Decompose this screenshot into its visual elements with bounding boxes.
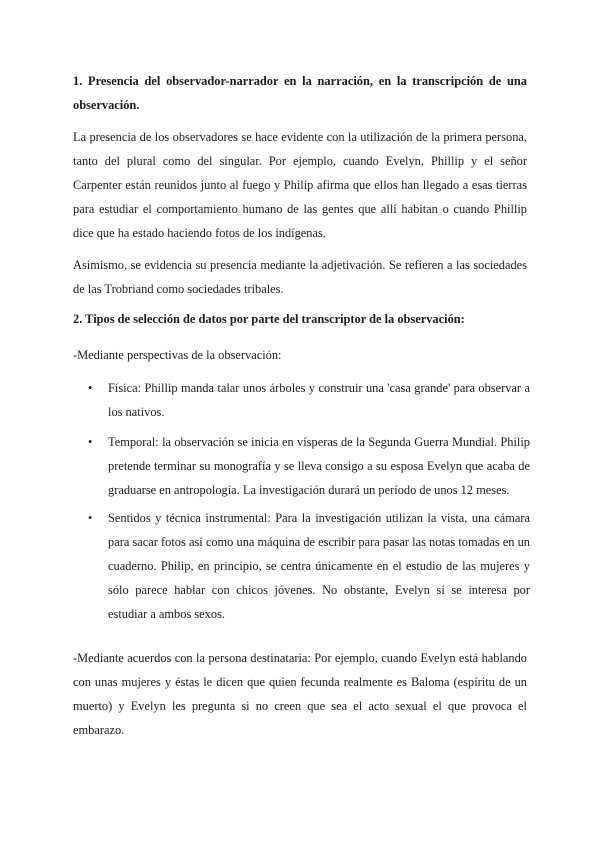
bullet-icon: • xyxy=(88,381,93,395)
list-item xyxy=(88,506,530,626)
section-1-paragraph-2: Asimismo, se evidencia su presencia mediante la adjetivación. Se refieren a las sociedades de las Trobriand como sociedades tribales. xyxy=(73,258,527,296)
bullet-icon: • xyxy=(88,435,93,449)
list-item-text: Sentidos y técnica instrumental: Para la investigación utilizan la vista, una cámara para sacar fotos así como una máquina de escribir para pasar las notas tomadas en un cuaderno. Philip, en principio, se centra únicamente en el estudio de las mujeres y sólo parece hablar con chicos jóvenes. No obstante, Evelyn sí se interesa por estudiar a ambos sexos. xyxy=(108,511,530,621)
section-1-heading: 1. Presencia del observador-narrador en la narración, en la transcripción de una observación. xyxy=(73,74,527,112)
section-2-closing: -Mediante acuerdos con la persona destinataria: Por ejemplo, cuando Evelyn está hablando con unas mujeres y éstas le dicen que quien fecunda realmente es Baloma (espíritu de un muerto) y Evelyn les pregunta si no creen que sea el acto sexual el que provoca el embarazo. xyxy=(73,651,527,737)
section-1-paragraph-1: La presencia de los observadores se hace evidente con la utilización de la primera persona, tanto del plural como del singular. Por ejemplo, cuando Evelyn, Phillip y el señor Carpenter están reunidos junto al fuego y Philip afirma que ellos han llegado a esas tierras para estudiar el comportamiento humano de las gentes que allí habitan o cuando Phillip dice que ha estado haciendo fotos de los indígenas. xyxy=(73,130,527,240)
section-2-intro: -Mediante perspectivas de la observación: xyxy=(73,348,282,362)
section-2-heading: 2. Tipos de selección de datos por parte del transcriptor de la observación: xyxy=(73,312,465,326)
list-item-text: Física: Phillip manda talar unos árboles y construir una 'casa grande' para observar a los nativos. xyxy=(108,381,530,419)
list-item-text: Temporal: la observación se inicia en vísperas de la Segunda Guerra Mundial. Philip pretende terminar su monografía y se lleva consigo a su esposa Evelyn que acaba de graduarse en antropología. La investigación durará un período de unos 12 meses. xyxy=(108,435,530,497)
perspectives-list xyxy=(88,376,530,626)
list-item xyxy=(88,430,530,502)
list-item xyxy=(88,376,530,424)
bullet-icon: • xyxy=(88,511,93,525)
